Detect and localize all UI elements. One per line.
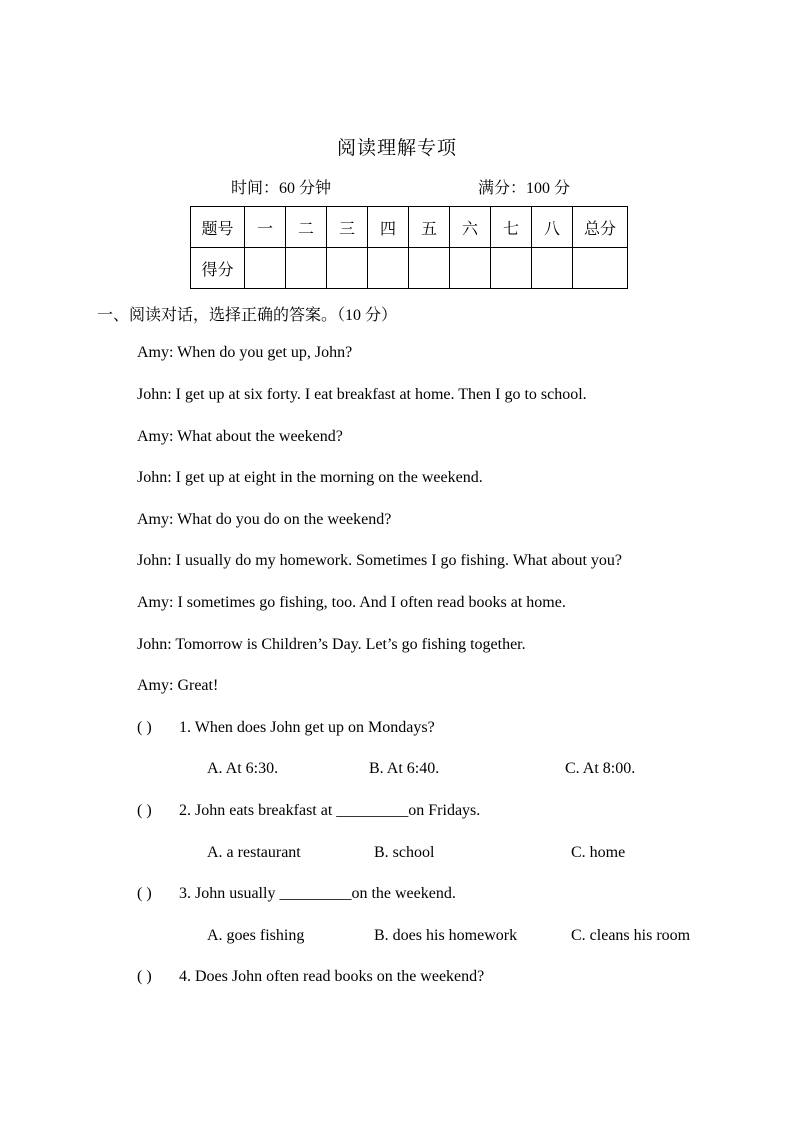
question-text: 4. Does John often read books on the weekend? [179, 968, 485, 985]
dialogue-line: Amy: I sometimes go fishing, too. And I often read books at home. [137, 594, 566, 611]
question-1 [137, 719, 435, 737]
dialogue-line: John: I get up at six forty. I eat breakfast at home. Then I go to school. [137, 386, 587, 403]
score-cell [368, 248, 409, 289]
option-c: C. home [571, 844, 626, 861]
score-cell [286, 248, 327, 289]
score-cell [573, 248, 628, 289]
option-c: C. At 8:00. [565, 760, 636, 777]
dialogue-line: John: I get up at eight in the morning on the weekend. [137, 469, 483, 486]
dialogue-line: Amy: When do you get up, John? [137, 344, 353, 361]
dialogue-line: John: Tomorrow is Children’s Day. Let’s go fishing together. [137, 636, 526, 653]
score-cell [491, 248, 532, 289]
score-header-cell: 一 [245, 207, 286, 248]
question-2 [137, 802, 480, 820]
score-header-cell: 题号 [191, 207, 245, 248]
option-a: A. goes fishing [207, 927, 305, 944]
score-header-cell: 五 [409, 207, 450, 248]
score-cell [409, 248, 450, 289]
full-score: 满分：100 分 [478, 180, 571, 197]
question-text: 2. John eats breakfast at _________on Fridays. [179, 802, 481, 819]
answer-blank[interactable]: ( ) [137, 885, 152, 902]
section-heading: 一、阅读对话，选择正确的答案。（10 分） [97, 307, 398, 324]
option-a: A. At 6:30. [207, 760, 279, 777]
score-header-cell: 总分 [573, 207, 628, 248]
score-table [190, 206, 628, 289]
score-header-cell: 八 [532, 207, 573, 248]
score-cell [327, 248, 368, 289]
score-header-cell: 二 [286, 207, 327, 248]
exam-time: 时间：60 分钟 [231, 180, 332, 197]
answer-blank[interactable]: ( ) [137, 968, 152, 985]
dialogue-line: John: I usually do my homework. Sometimes I go fishing. What about you? [137, 552, 622, 569]
score-row-label: 得分 [191, 248, 245, 289]
question-3 [137, 885, 456, 903]
score-table-score-row [191, 248, 628, 289]
score-header-cell: 六 [450, 207, 491, 248]
score-header-cell: 七 [491, 207, 532, 248]
score-table-header-row [191, 207, 628, 248]
dialogue-line: Amy: What about the weekend? [137, 428, 343, 445]
page-title: 阅读理解专项 [336, 138, 457, 159]
score-cell [245, 248, 286, 289]
dialogue-line: Amy: Great! [137, 677, 219, 694]
score-cell [532, 248, 573, 289]
option-b: B. At 6:40. [369, 760, 440, 777]
answer-blank[interactable]: ( ) [137, 719, 152, 736]
question-text: 1. When does John get up on Mondays? [179, 719, 435, 736]
dialogue-line: Amy: What do you do on the weekend? [137, 511, 392, 528]
answer-blank[interactable]: ( ) [137, 802, 152, 819]
score-header-cell: 四 [368, 207, 409, 248]
option-c: C. cleans his room [571, 927, 691, 944]
question-text: 3. John usually _________on the weekend. [179, 885, 456, 902]
option-b: B. does his homework [374, 927, 518, 944]
score-header-cell: 三 [327, 207, 368, 248]
option-b: B. school [374, 844, 435, 861]
option-a: A. a restaurant [207, 844, 301, 861]
question-4 [137, 968, 484, 986]
score-cell [450, 248, 491, 289]
